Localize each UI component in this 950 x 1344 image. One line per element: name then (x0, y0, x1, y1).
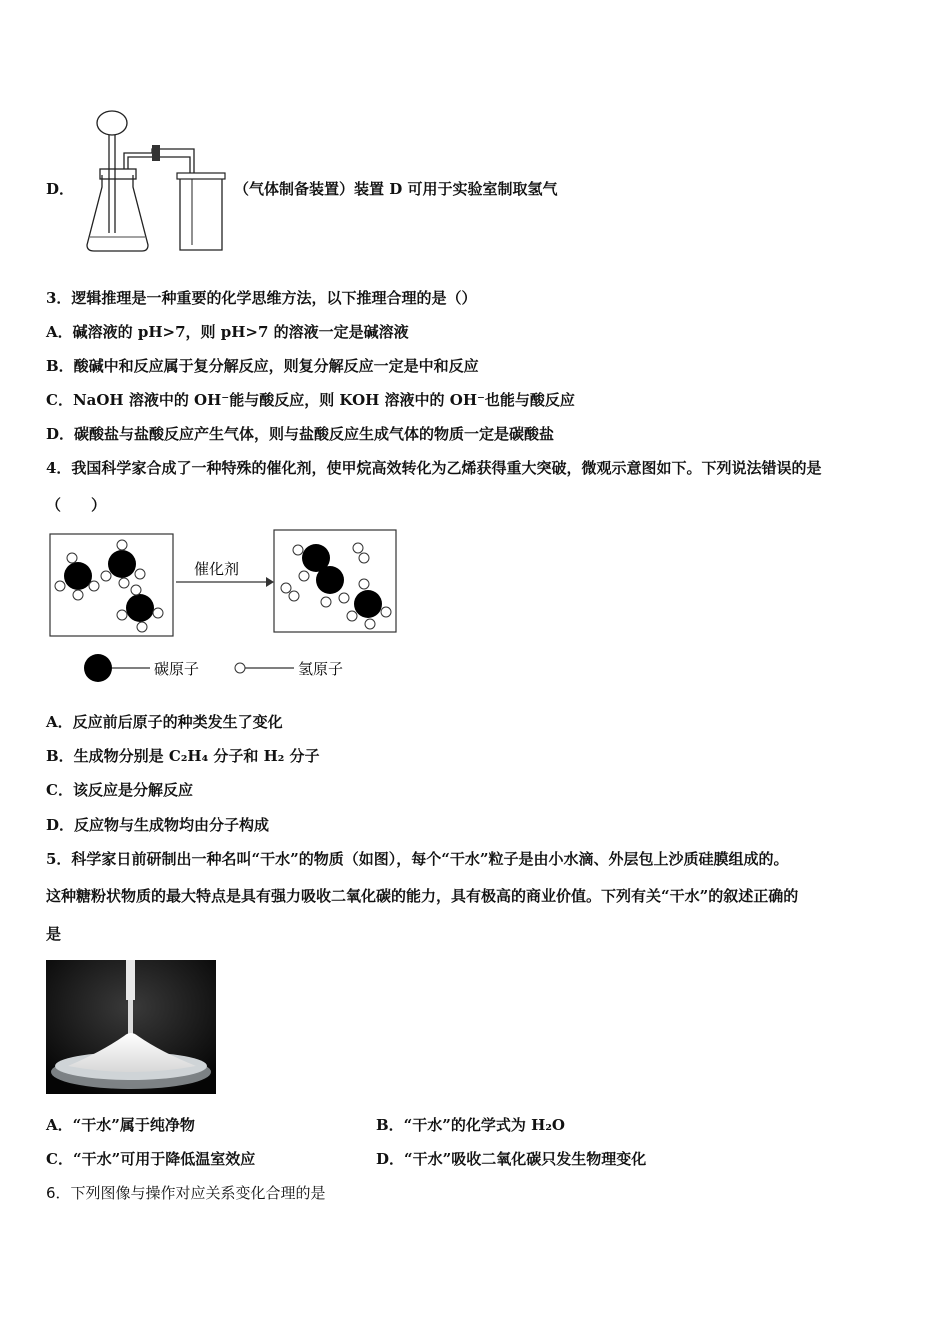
q4-option-a: A．反应前后原子的种类发生了变化 (46, 713, 283, 731)
q5-option-a: A．“干水”属于纯净物 (46, 1116, 195, 1134)
q3-stem: 3．逻辑推理是一种重要的化学思维方法，以下推理合理的是（） (46, 289, 477, 307)
dry-water-photo (46, 960, 216, 1094)
q3-option-d: D．碳酸盐与盐酸反应产生气体，则与盐酸反应生成气体的物质一定是碳酸盐 (46, 425, 555, 443)
q5-stem-line1: 5．科学家日前研制出一种名叫“干水”的物质（如图），每个“干水”粒子是由小水滴、外层包上沙质硅膜组成的。 (46, 850, 789, 868)
q5-option-c: C．“干水”可用于降低温室效应 (46, 1150, 256, 1168)
methane-molecule (55, 553, 99, 600)
methane-molecule (101, 540, 145, 588)
legend-hydrogen-label: 氢原子 (298, 660, 344, 678)
ethylene-molecule (293, 544, 349, 607)
q5-stem-line3: 是 (46, 925, 62, 943)
gas-generation-apparatus-figure (82, 105, 232, 260)
q3-option-a: A．碱溶液的 pH>7，则 pH>7 的溶液一定是碱溶液 (46, 323, 409, 341)
hydrogen-molecule (281, 583, 299, 601)
methane-to-ethylene-diagram (48, 528, 398, 688)
carbon-atom-legend-icon (84, 654, 112, 682)
q5-option-d: D．“干水”吸收二氧化碳只发生物理变化 (376, 1150, 647, 1168)
q5-option-b: B．“干水”的化学式为 H₂O (376, 1116, 565, 1134)
methane-molecule (117, 585, 163, 632)
q2-option-d-label: D． (46, 180, 75, 198)
q4-stem: 4．我国科学家合成了一种特殊的催化剂，使甲烷高效转化为乙烯获得重大突破，微观示意图如下。下列说法错误的是 (46, 459, 822, 477)
ethylene-molecule-part (347, 579, 391, 629)
legend-carbon-label: 碳原子 (154, 660, 200, 678)
q2-option-d-text: （气体制备装置）装置 D 可用于实验室制取氢气 (234, 180, 558, 198)
q4-stem-tail: （ ） (46, 496, 107, 514)
hydrogen-atom-legend-icon (235, 663, 245, 673)
q6-stem: 6．下列图像与操作对应关系变化合理的是 (46, 1184, 326, 1202)
q5-stem-line2: 这种糖粉状物质的最大特点是具有强力吸收二氧化碳的能力，具有极高的商业价值。下列有关“干水”的叙述正确的 (46, 887, 799, 905)
q4-option-b: B．生成物分别是 C₂H₄ 分子和 H₂ 分子 (46, 747, 320, 765)
q3-option-c: C．NaOH 溶液中的 OH⁻能与酸反应，则 KOH 溶液中的 OH⁻也能与酸反应 (46, 391, 575, 409)
q4-option-c: C．该反应是分解反应 (46, 781, 193, 799)
q4-option-d: D．反应物与生成物均由分子构成 (46, 816, 270, 834)
hydrogen-molecule (353, 543, 369, 563)
q3-option-b: B．酸碱中和反应属于复分解反应，则复分解反应一定是中和反应 (46, 357, 479, 375)
catalyst-label: 催化剂 (194, 560, 240, 578)
